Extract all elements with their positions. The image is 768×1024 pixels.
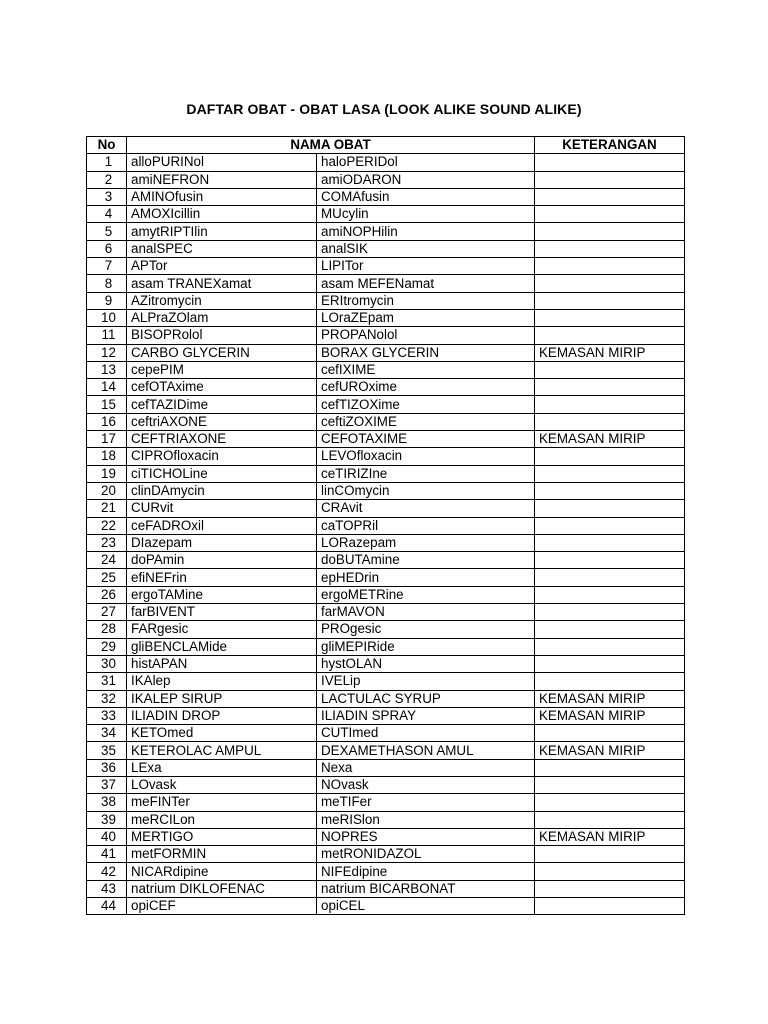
drug-name-a: AZitromycin bbox=[127, 292, 317, 309]
table-row bbox=[87, 655, 685, 672]
drug-name-a: doPAmin bbox=[127, 552, 317, 569]
row-number: 34 bbox=[87, 725, 127, 742]
row-number: 1 bbox=[87, 154, 127, 171]
drug-name-a: metFORMIN bbox=[127, 846, 317, 863]
keterangan-cell bbox=[535, 171, 685, 188]
drug-name-a: ILIADIN DROP bbox=[127, 707, 317, 724]
drug-name-a: amiNEFRON bbox=[127, 171, 317, 188]
keterangan-cell bbox=[535, 275, 685, 292]
keterangan-cell: KEMASAN MIRIP bbox=[535, 742, 685, 759]
table-row bbox=[87, 898, 685, 915]
row-number: 41 bbox=[87, 846, 127, 863]
drug-name-b: NOvask bbox=[317, 776, 535, 793]
keterangan-cell bbox=[535, 154, 685, 171]
keterangan-cell: KEMASAN MIRIP bbox=[535, 431, 685, 448]
drug-name-a: opiCEF bbox=[127, 898, 317, 915]
drug-name-b: IVELip bbox=[317, 673, 535, 690]
drug-name-b: ERItromycin bbox=[317, 292, 535, 309]
drug-name-b: Nexa bbox=[317, 759, 535, 776]
table-row bbox=[87, 292, 685, 309]
row-number: 15 bbox=[87, 396, 127, 413]
drug-name-a: KETEROLAC AMPUL bbox=[127, 742, 317, 759]
table-row bbox=[87, 880, 685, 897]
drug-name-b: haloPERIDol bbox=[317, 154, 535, 171]
keterangan-cell bbox=[535, 863, 685, 880]
drug-name-b: gliMEPIRide bbox=[317, 638, 535, 655]
row-number: 24 bbox=[87, 552, 127, 569]
row-number: 29 bbox=[87, 638, 127, 655]
drug-name-a: AMOXIcillin bbox=[127, 206, 317, 223]
table-row bbox=[87, 413, 685, 430]
row-number: 30 bbox=[87, 655, 127, 672]
drug-name-b: cefTIZOXime bbox=[317, 396, 535, 413]
row-number: 5 bbox=[87, 223, 127, 240]
drug-name-b: caTOPRil bbox=[317, 517, 535, 534]
table-row bbox=[87, 690, 685, 707]
table-row bbox=[87, 811, 685, 828]
drug-name-b: hystOLAN bbox=[317, 655, 535, 672]
keterangan-cell bbox=[535, 725, 685, 742]
table-row bbox=[87, 344, 685, 361]
row-number: 2 bbox=[87, 171, 127, 188]
keterangan-cell bbox=[535, 569, 685, 586]
drug-name-a: LOvask bbox=[127, 776, 317, 793]
table-row bbox=[87, 776, 685, 793]
keterangan-cell bbox=[535, 448, 685, 465]
drug-name-a: cepePIM bbox=[127, 361, 317, 378]
drug-name-b: linCOmycin bbox=[317, 482, 535, 499]
row-number: 7 bbox=[87, 258, 127, 275]
row-number: 40 bbox=[87, 828, 127, 845]
drug-name-b: LACTULAC SYRUP bbox=[317, 690, 535, 707]
drug-name-a: KETOmed bbox=[127, 725, 317, 742]
drug-name-a: APTor bbox=[127, 258, 317, 275]
drug-name-b: cefUROxime bbox=[317, 379, 535, 396]
keterangan-cell bbox=[535, 638, 685, 655]
row-number: 14 bbox=[87, 379, 127, 396]
row-number: 43 bbox=[87, 880, 127, 897]
table-row bbox=[87, 586, 685, 603]
drug-name-b: LIPITor bbox=[317, 258, 535, 275]
drug-name-b: ergoMETRine bbox=[317, 586, 535, 603]
keterangan-cell bbox=[535, 500, 685, 517]
drug-name-b: NIFEdipine bbox=[317, 863, 535, 880]
table-row bbox=[87, 534, 685, 551]
drug-name-b: COMAfusin bbox=[317, 188, 535, 205]
drug-name-b: PROPANolol bbox=[317, 327, 535, 344]
drug-name-a: gliBENCLAMide bbox=[127, 638, 317, 655]
keterangan-cell bbox=[535, 898, 685, 915]
table-row bbox=[87, 154, 685, 171]
drug-name-a: efiNEFrin bbox=[127, 569, 317, 586]
drug-name-b: epHEDrin bbox=[317, 569, 535, 586]
table-row bbox=[87, 327, 685, 344]
table-row bbox=[87, 707, 685, 724]
keterangan-cell bbox=[535, 465, 685, 482]
drug-name-a: meFINTer bbox=[127, 794, 317, 811]
drug-name-b: LOraZEpam bbox=[317, 309, 535, 326]
drug-name-a: CURvit bbox=[127, 500, 317, 517]
row-number: 9 bbox=[87, 292, 127, 309]
row-number: 3 bbox=[87, 188, 127, 205]
drug-name-a: CEFTRIAXONE bbox=[127, 431, 317, 448]
drug-name-a: alloPURINol bbox=[127, 154, 317, 171]
keterangan-cell bbox=[535, 759, 685, 776]
keterangan-cell bbox=[535, 482, 685, 499]
table-row bbox=[87, 794, 685, 811]
row-number: 33 bbox=[87, 707, 127, 724]
row-number: 28 bbox=[87, 621, 127, 638]
table-row bbox=[87, 552, 685, 569]
table-row bbox=[87, 396, 685, 413]
drug-name-b: doBUTAmine bbox=[317, 552, 535, 569]
drug-name-b: ceftiZOXIME bbox=[317, 413, 535, 430]
drug-name-a: MERTIGO bbox=[127, 828, 317, 845]
drug-name-a: AMINOfusin bbox=[127, 188, 317, 205]
drug-name-b: natrium BICARBONAT bbox=[317, 880, 535, 897]
row-number: 20 bbox=[87, 482, 127, 499]
table-row bbox=[87, 379, 685, 396]
row-number: 42 bbox=[87, 863, 127, 880]
row-number: 21 bbox=[87, 500, 127, 517]
drug-name-a: BISOPRolol bbox=[127, 327, 317, 344]
keterangan-cell bbox=[535, 534, 685, 551]
drug-name-a: ceFADROxil bbox=[127, 517, 317, 534]
drug-name-b: CEFOTAXIME bbox=[317, 431, 535, 448]
keterangan-cell bbox=[535, 794, 685, 811]
keterangan-cell bbox=[535, 240, 685, 257]
table-row bbox=[87, 482, 685, 499]
drug-name-b: LORazepam bbox=[317, 534, 535, 551]
drug-name-a: IKALEP SIRUP bbox=[127, 690, 317, 707]
table-row bbox=[87, 828, 685, 845]
table-row bbox=[87, 742, 685, 759]
row-number: 11 bbox=[87, 327, 127, 344]
drug-name-b: ceTIRIZIne bbox=[317, 465, 535, 482]
drug-name-b: farMAVON bbox=[317, 604, 535, 621]
drug-name-a: amytRIPTIlin bbox=[127, 223, 317, 240]
drug-name-a: clinDAmycin bbox=[127, 482, 317, 499]
keterangan-cell bbox=[535, 586, 685, 603]
drug-name-b: opiCEL bbox=[317, 898, 535, 915]
row-number: 44 bbox=[87, 898, 127, 915]
keterangan-cell bbox=[535, 223, 685, 240]
drug-name-a: histAPAN bbox=[127, 655, 317, 672]
drug-name-b: ILIADIN SPRAY bbox=[317, 707, 535, 724]
drug-name-b: metRONIDAZOL bbox=[317, 846, 535, 863]
keterangan-cell bbox=[535, 517, 685, 534]
row-number: 37 bbox=[87, 776, 127, 793]
drug-name-a: FARgesic bbox=[127, 621, 317, 638]
row-number: 25 bbox=[87, 569, 127, 586]
table-row bbox=[87, 258, 685, 275]
row-number: 26 bbox=[87, 586, 127, 603]
drug-name-a: farBIVENT bbox=[127, 604, 317, 621]
table-row bbox=[87, 171, 685, 188]
drug-name-b: amiODARON bbox=[317, 171, 535, 188]
drug-name-b: meTIFer bbox=[317, 794, 535, 811]
table-row bbox=[87, 188, 685, 205]
keterangan-cell bbox=[535, 552, 685, 569]
table-row bbox=[87, 725, 685, 742]
drug-name-b: PROgesic bbox=[317, 621, 535, 638]
table-row bbox=[87, 604, 685, 621]
drug-name-b: analSIK bbox=[317, 240, 535, 257]
drug-name-a: IKAlep bbox=[127, 673, 317, 690]
lasa-drug-table bbox=[86, 136, 685, 915]
header-nama-obat: NAMA OBAT bbox=[127, 137, 535, 154]
table-row bbox=[87, 275, 685, 292]
keterangan-cell: KEMASAN MIRIP bbox=[535, 707, 685, 724]
drug-name-b: NOPRES bbox=[317, 828, 535, 845]
drug-name-b: DEXAMETHASON AMUL bbox=[317, 742, 535, 759]
drug-name-b: BORAX GLYCERIN bbox=[317, 344, 535, 361]
table-row bbox=[87, 621, 685, 638]
table-row bbox=[87, 431, 685, 448]
row-number: 6 bbox=[87, 240, 127, 257]
keterangan-cell bbox=[535, 188, 685, 205]
drug-name-b: CRAvit bbox=[317, 500, 535, 517]
keterangan-cell bbox=[535, 206, 685, 223]
drug-name-a: cefOTAxime bbox=[127, 379, 317, 396]
drug-name-a: CIPROfloxacin bbox=[127, 448, 317, 465]
table-header-row bbox=[87, 137, 685, 154]
keterangan-cell bbox=[535, 258, 685, 275]
drug-name-b: LEVOfloxacin bbox=[317, 448, 535, 465]
drug-name-a: DIazepam bbox=[127, 534, 317, 551]
drug-name-a: ergoTAMine bbox=[127, 586, 317, 603]
table-row bbox=[87, 206, 685, 223]
keterangan-cell bbox=[535, 621, 685, 638]
row-number: 10 bbox=[87, 309, 127, 326]
row-number: 17 bbox=[87, 431, 127, 448]
table-row bbox=[87, 638, 685, 655]
table-row bbox=[87, 448, 685, 465]
drug-name-a: natrium DIKLOFENAC bbox=[127, 880, 317, 897]
keterangan-cell bbox=[535, 655, 685, 672]
drug-name-b: amiNOPHilin bbox=[317, 223, 535, 240]
keterangan-cell bbox=[535, 327, 685, 344]
drug-name-b: CUTImed bbox=[317, 725, 535, 742]
keterangan-cell bbox=[535, 604, 685, 621]
row-number: 39 bbox=[87, 811, 127, 828]
row-number: 27 bbox=[87, 604, 127, 621]
keterangan-cell bbox=[535, 379, 685, 396]
table-row bbox=[87, 846, 685, 863]
table-row bbox=[87, 240, 685, 257]
table-row bbox=[87, 673, 685, 690]
drug-name-a: CARBO GLYCERIN bbox=[127, 344, 317, 361]
row-number: 16 bbox=[87, 413, 127, 430]
keterangan-cell bbox=[535, 776, 685, 793]
drug-name-a: analSPEC bbox=[127, 240, 317, 257]
keterangan-cell bbox=[535, 880, 685, 897]
keterangan-cell bbox=[535, 309, 685, 326]
table-row bbox=[87, 759, 685, 776]
row-number: 36 bbox=[87, 759, 127, 776]
document-title: DAFTAR OBAT - OBAT LASA (LOOK ALIKE SOUND ALIKE) bbox=[186, 101, 582, 117]
drug-name-a: ceftriAXONE bbox=[127, 413, 317, 430]
drug-name-b: cefIXIME bbox=[317, 361, 535, 378]
row-number: 22 bbox=[87, 517, 127, 534]
keterangan-cell: KEMASAN MIRIP bbox=[535, 690, 685, 707]
keterangan-cell bbox=[535, 673, 685, 690]
row-number: 4 bbox=[87, 206, 127, 223]
drug-name-a: ciTICHOLine bbox=[127, 465, 317, 482]
table-row bbox=[87, 223, 685, 240]
keterangan-cell bbox=[535, 292, 685, 309]
table-row bbox=[87, 569, 685, 586]
keterangan-cell bbox=[535, 396, 685, 413]
row-number: 13 bbox=[87, 361, 127, 378]
keterangan-cell bbox=[535, 846, 685, 863]
table-row bbox=[87, 361, 685, 378]
keterangan-cell: KEMASAN MIRIP bbox=[535, 828, 685, 845]
row-number: 8 bbox=[87, 275, 127, 292]
row-number: 23 bbox=[87, 534, 127, 551]
row-number: 38 bbox=[87, 794, 127, 811]
drug-name-a: asam TRANEXamat bbox=[127, 275, 317, 292]
keterangan-cell bbox=[535, 413, 685, 430]
table-row bbox=[87, 309, 685, 326]
row-number: 32 bbox=[87, 690, 127, 707]
drug-name-a: meRCILon bbox=[127, 811, 317, 828]
keterangan-cell bbox=[535, 361, 685, 378]
drug-name-a: LExa bbox=[127, 759, 317, 776]
table-row bbox=[87, 465, 685, 482]
row-number: 19 bbox=[87, 465, 127, 482]
drug-name-a: cefTAZIDime bbox=[127, 396, 317, 413]
row-number: 18 bbox=[87, 448, 127, 465]
drug-name-b: meRISlon bbox=[317, 811, 535, 828]
table-row bbox=[87, 863, 685, 880]
drug-name-b: asam MEFENamat bbox=[317, 275, 535, 292]
row-number: 12 bbox=[87, 344, 127, 361]
table-row bbox=[87, 500, 685, 517]
drug-name-b: MUcylin bbox=[317, 206, 535, 223]
drug-name-a: NICARdipine bbox=[127, 863, 317, 880]
keterangan-cell bbox=[535, 811, 685, 828]
header-no: No bbox=[87, 137, 127, 154]
header-keterangan: KETERANGAN bbox=[535, 137, 685, 154]
drug-name-a: ALPraZOlam bbox=[127, 309, 317, 326]
row-number: 35 bbox=[87, 742, 127, 759]
table-row bbox=[87, 517, 685, 534]
row-number: 31 bbox=[87, 673, 127, 690]
keterangan-cell: KEMASAN MIRIP bbox=[535, 344, 685, 361]
